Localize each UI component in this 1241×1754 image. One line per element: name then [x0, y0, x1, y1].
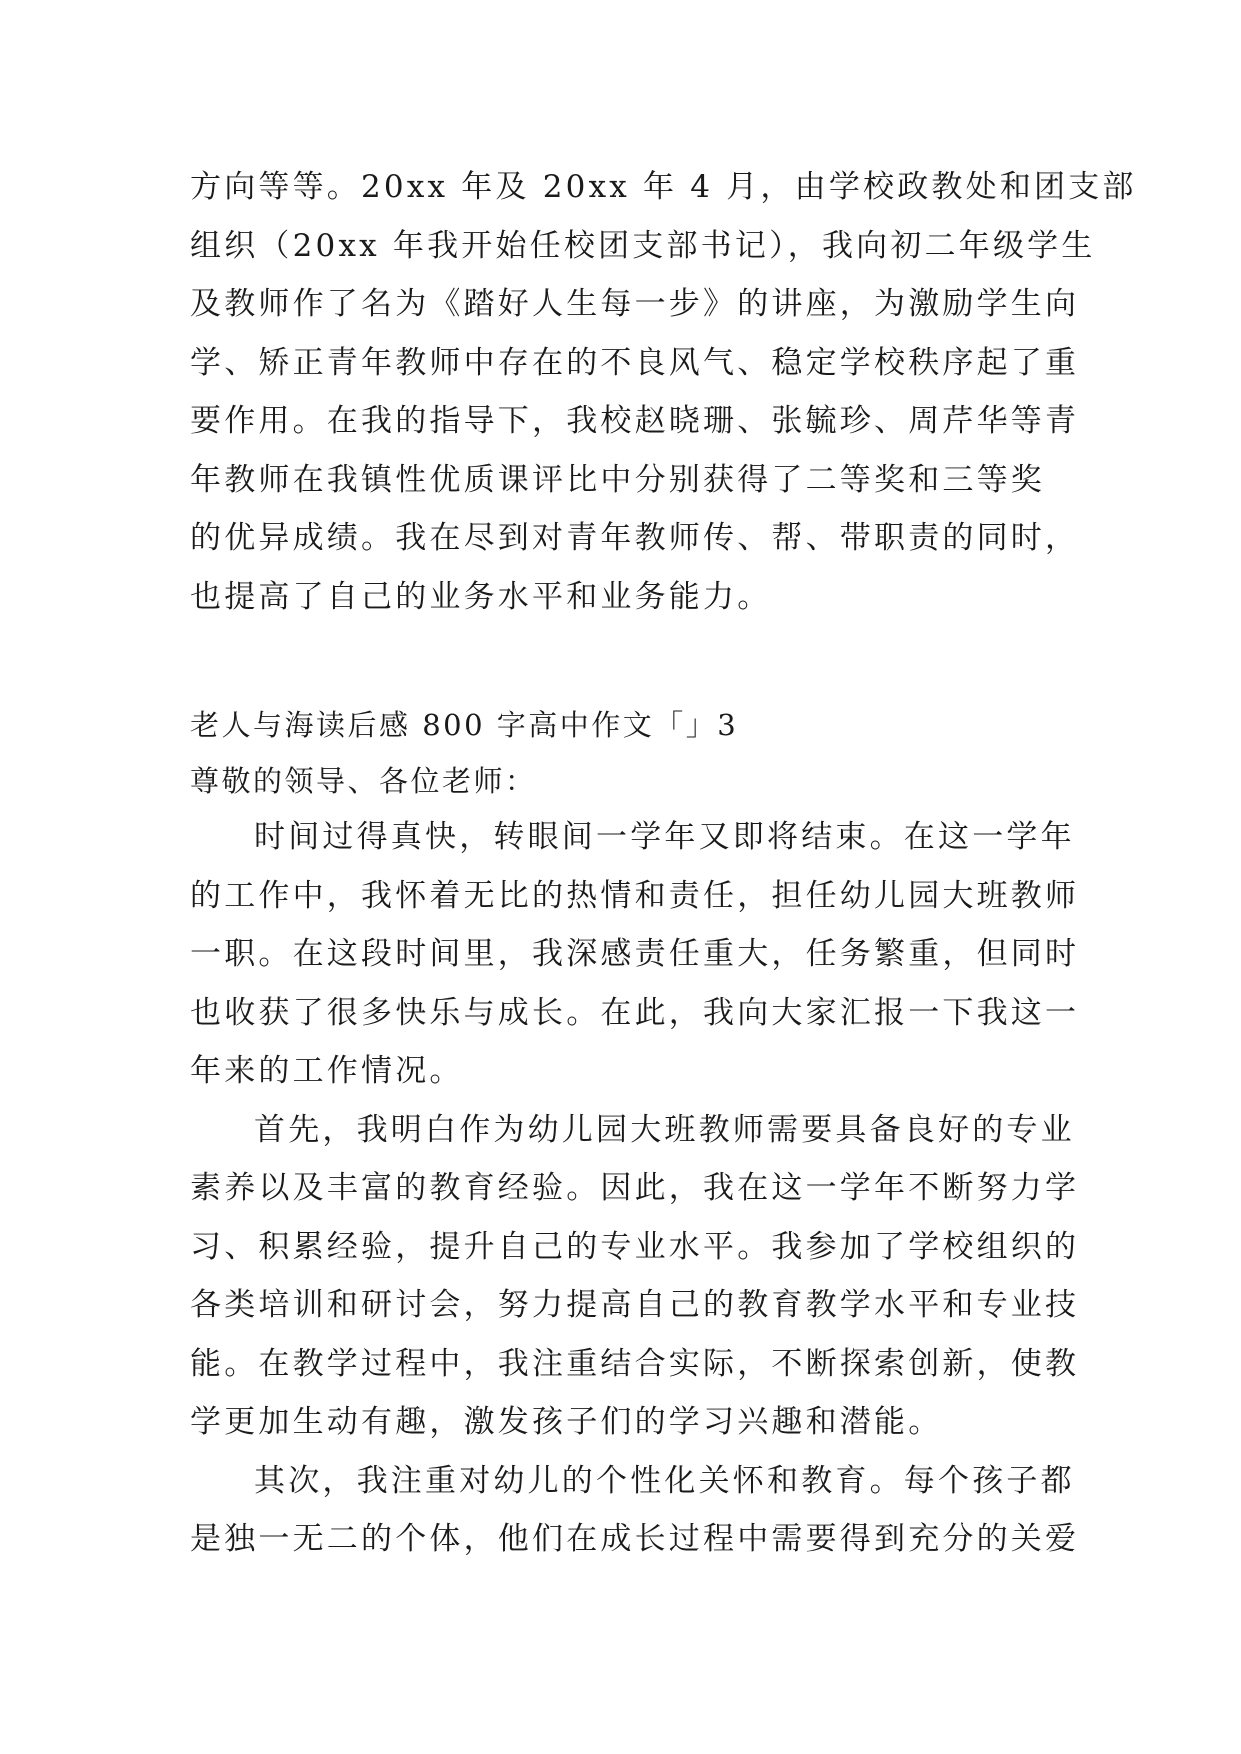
- text-line: 首先，我明白作为幼儿园大班教师需要具备良好的专业: [254, 1111, 1075, 1148]
- text-line: 年来的工作情况。: [190, 1053, 464, 1089]
- salutation: 尊敬的领导、各位老师：: [190, 764, 537, 798]
- text-line: 其次，我注重对幼儿的个性化关怀和教育。每个孩子都: [254, 1462, 1075, 1499]
- text-line: 习、积累经验，提升自己的专业水平。我参加了学校组织的: [190, 1228, 1080, 1265]
- text-line: 方向等等。20xx 年及 20xx 年 4 月，由学校政教处和团支部: [190, 169, 1137, 205]
- text-line: 各类培训和研讨会，努力提高自己的教育教学水平和专业技: [190, 1287, 1080, 1323]
- text-line: 能。在教学过程中，我注重结合实际，不断探索创新，使教: [190, 1345, 1080, 1382]
- text-line: 要作用。在我的指导下，我校赵晓珊、张毓珍、周芹华等青: [190, 403, 1080, 439]
- text-line: 学、矫正青年教师中存在的不良风气、稳定学校秩序起了重: [190, 344, 1080, 381]
- text-line: 是独一无二的个体，他们在成长过程中需要得到充分的关爱: [190, 1521, 1080, 1557]
- text-line: 时间过得真快，转眼间一学年又即将结束。在这一学年: [254, 819, 1075, 855]
- text-line: 也提高了自己的业务水平和业务能力。: [190, 578, 772, 615]
- text-line: 一职。在这段时间里，我深感责任重大，任务繁重，但同时: [190, 936, 1080, 972]
- text-line: 也收获了很多快乐与成长。在此，我向大家汇报一下我这一: [190, 994, 1080, 1031]
- section-continuation-paragraph: [190, 158, 1137, 626]
- text-line: 的优异成绩。我在尽到对青年教师传、帮、带职责的同时，: [190, 520, 1080, 556]
- text-line: 及教师作了名为《踏好人生每一步》的讲座，为激励学生向: [190, 286, 1080, 322]
- text-line: 年教师在我镇性优质课评比中分别获得了二等奖和三等奖: [190, 461, 1045, 498]
- text-line: 学更加生动有趣，激发孩子们的学习兴趣和潜能。: [190, 1404, 943, 1440]
- text-line: 素养以及丰富的教育经验。因此，我在这一学年不断努力学: [190, 1170, 1080, 1206]
- paragraph-2: [190, 1101, 1080, 1452]
- article-title: 老人与海读后感 800 字高中作文「」3: [190, 708, 739, 742]
- paragraph-1: [190, 808, 1080, 1101]
- document-body: [190, 158, 1137, 1569]
- paragraph-3: [190, 1452, 1080, 1569]
- text-line: 的工作中，我怀着无比的热情和责任，担任幼儿园大班教师: [190, 877, 1080, 914]
- section-gap: [190, 626, 1060, 696]
- text-line: 组织（20xx 年我开始任校团支部书记），我向初二年级学生: [190, 227, 1096, 264]
